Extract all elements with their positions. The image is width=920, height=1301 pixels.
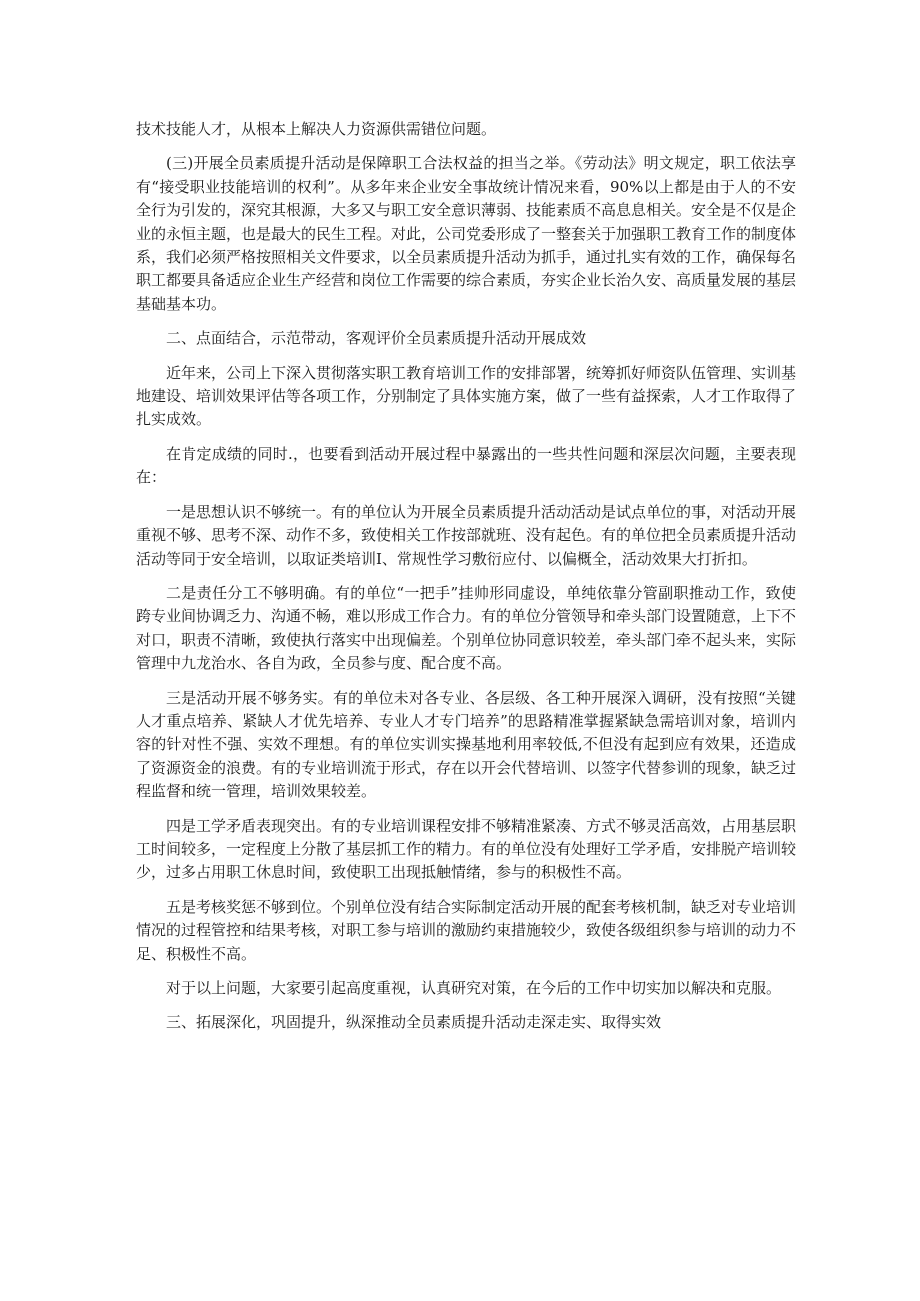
paragraph-achievements: 近年来，公司上下深入贯彻落实职工教育培训工作的安排部署，统筹抓好师资队伍管理、实训基地建设、培训效果评估等各项工作，分别制定了具体实施方案，做了一些有益探索，人才工作取得了扎实成效。 xyxy=(136,363,797,429)
paragraph-section-three: (三)开展全员素质提升活动是保障职工合法权益的担当之举。《劳动法》明文规定，职工依法享有“接受职业技能培训的权利”。从多年来企业安全事故统计情况来看，90%以上都是由于人的不安全行为引发的，深究其根源，大多又与职工安全意识薄弱、技能素质不高息息相关。安全是不仅是企业的永恒主题，也是最大的民生工程。对此，公司党委形成了一整套关于加强职工教育工作的制度体系，我们必须严格按照相关文件要求，以全员素质提升活动为抓手，通过扎实有效的工作，确保每名职工都要具备适应企业生产经营和岗位工作需要的综合素质，夯实企业长治久安、高质量发展的基层基础基本功。 xyxy=(136,154,797,313)
paragraph-continuation: 技术技能人才，从根本上解决人力资源供需错位问题。 xyxy=(136,120,497,138)
paragraph-problem-five: 五是考核奖惩不够到位。个别单位没有结合实际制定活动开展的配套考核机制，缺乏对专业培训情况的过程管控和结果考核，对职工参与培训的激励约束措施较少，致使各级组织参与培训的动力不足、积极性不高。 xyxy=(136,897,797,963)
paragraph-problems-intro: 在肯定成绩的同时.，也要看到活动开展过程中暴露出的一些共性问题和深层次问题，主要表现在： xyxy=(136,444,796,487)
paragraph-problem-three: 三是活动开展不够务实。有的单位未对各专业、各层级、各工种开展深入调研，没有按照“关键人才重点培养、紧缺人才优先培养、专业人才专门培养”的思路精准掌握紧缺急需培训对象，培训内容的针对性不强、实效不理想。有的单位实训实操基地利用率较低,不但没有起到应有效果，还造成了资源资金的浪费。有的专业培训流于形式，存在以开会代替培训、以签字代替参训的现象，缺乏过程监督和统一管理，培训效果较差。 xyxy=(136,688,797,801)
paragraph-problem-four: 四是工学矛盾表现突出。有的专业培训课程安排不够精准紧凑、方式不够灵活高效，占用基层职工时间较多，一定程度上分散了基层抓工作的精力。有的单位没有处理好工学矛盾，安排脱产培训较少，过多占用职工休息时间，致使职工出现抵触情绪，参与的积极性不高。 xyxy=(136,816,797,882)
document-body xyxy=(136,118,796,1046)
heading-part-two: 二、点面结合，示范带动，客观评价全员素质提升活动开展成效 xyxy=(166,329,587,348)
paragraph-problem-two: 二是责任分工不够明确。有的单位“一把手”挂帅形同虚设，单纯依靠分管副职推动工作，致使跨专业间协调乏力、沟通不畅，难以形成工作合力。有的单位分管领导和牵头部门设置随意，上下不对口，职责不清晰，致使执行落实中出现偏差。个别单位协同意识较差，牵头部门牵不起头来，实际管理中九龙治水、各自为政，全员参与度、配合度不高。 xyxy=(136,583,797,673)
heading-part-three: 三、拓展深化，巩固提升，纵深推动全员素质提升活动走深走实、取得实效 xyxy=(166,1013,662,1032)
paragraph-conclusion: 对于以上问题，大家要引起高度重视，认真研究对策，在今后的工作中切实加以解决和克服。 xyxy=(166,979,782,997)
paragraph-problem-one: 一是思想认识不够统一。有的单位认为开展全员素质提升活动活动是试点单位的事，对活动开展重视不够、思考不深、动作不多，致使相关工作按部就班、没有起色。有的单位把全员素质提升活动活动等同于安全培训，以取证类培训I、常规性学习敷衍应付、以偏概全，活动效果大打折扣。 xyxy=(136,502,797,568)
